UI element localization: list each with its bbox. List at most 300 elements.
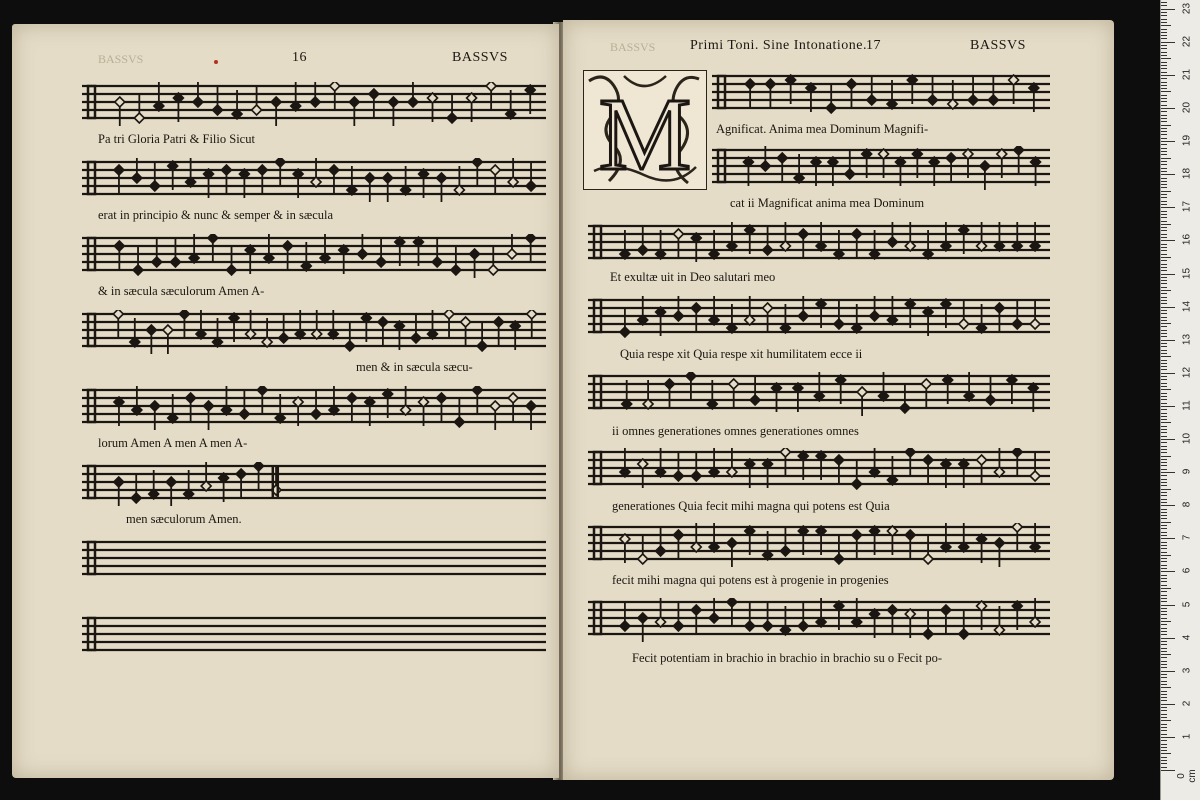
ruler-tick xyxy=(1161,369,1167,370)
music-staff xyxy=(712,72,1050,120)
ruler-tick xyxy=(1161,376,1167,377)
ruler-number: 3 xyxy=(1181,667,1193,673)
ruler-tick xyxy=(1161,413,1167,414)
ruler-tick xyxy=(1161,19,1167,20)
ruler-tick xyxy=(1161,648,1167,649)
music-staff xyxy=(588,222,1050,270)
ruler-tick xyxy=(1161,697,1167,698)
music-staff xyxy=(82,310,546,358)
note-head xyxy=(257,386,267,395)
note-head xyxy=(673,471,683,481)
note-head xyxy=(923,629,933,639)
ruler-tick xyxy=(1161,207,1175,208)
ruler-unit-label: 0 cm xyxy=(1176,769,1198,783)
ruler-tick xyxy=(1161,634,1167,635)
note-head xyxy=(444,310,454,319)
note-head xyxy=(454,417,464,427)
ruler-tick xyxy=(1161,720,1171,721)
note-head xyxy=(239,409,249,419)
ruler-tick xyxy=(1161,509,1167,510)
ink-spot xyxy=(214,60,218,64)
ruler-tick xyxy=(1161,548,1167,549)
ruler-tick xyxy=(1161,456,1171,457)
ruler-tick xyxy=(1161,383,1167,384)
ruler-tick xyxy=(1161,651,1167,652)
ruler-number: 23 xyxy=(1181,2,1193,14)
ruler-tick xyxy=(1161,350,1167,351)
ruler-tick xyxy=(1161,432,1167,433)
ruler-tick xyxy=(1161,671,1175,672)
note-head xyxy=(411,333,421,343)
ruler-tick xyxy=(1161,707,1167,708)
ruler-tick xyxy=(1161,230,1167,231)
ruler-tick xyxy=(1161,545,1167,546)
ruler-tick xyxy=(1161,585,1167,586)
note-head xyxy=(656,546,666,556)
ruler-tick xyxy=(1161,32,1167,33)
lyric-line: erat in principio & nunc & semper & in sæcula xyxy=(98,208,334,222)
note-head xyxy=(923,455,933,465)
note-head xyxy=(729,379,739,389)
note-head xyxy=(257,165,267,175)
ruler-tick xyxy=(1161,343,1167,344)
ruler-tick xyxy=(1161,614,1167,615)
note-head xyxy=(900,403,910,413)
note-head xyxy=(163,325,173,335)
note-head xyxy=(834,455,844,465)
ruler-tick xyxy=(1161,111,1167,112)
ruler-tick xyxy=(1161,446,1167,447)
ruler-tick xyxy=(1161,747,1167,748)
ruler-number: 14 xyxy=(1181,300,1193,312)
ruler-tick xyxy=(1161,532,1167,533)
ruler-tick xyxy=(1161,363,1167,364)
ruler-tick xyxy=(1161,667,1167,668)
ruler-tick xyxy=(1161,542,1167,543)
ruler-tick xyxy=(1161,737,1175,738)
ruler-tick xyxy=(1161,108,1175,109)
ruler-tick xyxy=(1161,260,1167,261)
note-head xyxy=(330,82,340,91)
ruler-tick xyxy=(1161,154,1167,155)
note-head xyxy=(526,401,536,411)
ruler-tick xyxy=(1161,535,1167,536)
ruler-tick xyxy=(1161,330,1167,331)
ruler-tick xyxy=(1161,58,1171,59)
note-head xyxy=(638,613,648,623)
note-head xyxy=(638,554,648,564)
ruler-tick xyxy=(1161,502,1167,503)
ruler-tick xyxy=(1161,264,1167,265)
note-head xyxy=(691,471,701,481)
note-head xyxy=(923,554,933,564)
ruler-tick xyxy=(1161,217,1167,218)
ruler-number: 11 xyxy=(1181,400,1193,411)
ruler-tick xyxy=(1161,98,1167,99)
note-head xyxy=(114,165,124,175)
ruler-tick xyxy=(1161,158,1171,159)
right-voice-label: BASSVS xyxy=(970,38,1026,53)
ruler-tick xyxy=(1161,15,1167,16)
ruler-tick xyxy=(1161,465,1167,466)
ruler-tick xyxy=(1161,5,1167,6)
ruler-tick xyxy=(1161,657,1167,658)
ruler-tick xyxy=(1161,505,1175,506)
lyric-line: & in sæcula sæculorum Amen A- xyxy=(98,284,265,298)
note-head xyxy=(1012,523,1022,532)
left-page-number: 16 xyxy=(292,50,307,65)
note-head xyxy=(852,229,862,239)
ruler-tick xyxy=(1161,744,1167,745)
ruler-tick xyxy=(1161,598,1167,599)
note-head xyxy=(941,605,951,615)
ruler-tick xyxy=(1161,125,1171,126)
ruler-tick xyxy=(1161,429,1167,430)
ruler-tick xyxy=(1161,661,1167,662)
ruler-tick xyxy=(1161,561,1167,562)
music-staff xyxy=(588,598,1050,646)
note-head xyxy=(114,241,124,251)
ruler-tick xyxy=(1161,691,1167,692)
ruler-tick xyxy=(1161,512,1167,513)
ruler-tick xyxy=(1161,677,1167,678)
ruler-number: 5 xyxy=(1181,601,1193,607)
ruler-tick xyxy=(1161,221,1167,222)
ruler-tick xyxy=(1161,303,1167,304)
ruler-tick xyxy=(1161,323,1171,324)
note-head xyxy=(436,393,446,403)
ruler-tick xyxy=(1161,187,1167,188)
ruler-tick xyxy=(1161,442,1167,443)
ruler-tick xyxy=(1161,300,1167,301)
note-head xyxy=(1014,146,1024,155)
ruler-tick xyxy=(1161,624,1167,625)
ruler-tick xyxy=(1161,373,1175,374)
ruler-tick xyxy=(1161,525,1167,526)
ruler-tick xyxy=(1161,224,1171,225)
ruler-tick xyxy=(1161,757,1167,758)
note-head xyxy=(834,554,844,564)
note-head xyxy=(347,393,357,403)
ruler-tick xyxy=(1161,628,1167,629)
note-head xyxy=(852,479,862,489)
ruler-tick xyxy=(1161,704,1175,705)
ruler-tick xyxy=(1161,211,1167,212)
ruler-number: 19 xyxy=(1181,135,1193,147)
lyric-line: cat ii Magnificat anima mea Dominum xyxy=(730,196,925,210)
ruler-tick xyxy=(1161,62,1167,63)
ruler-tick xyxy=(1161,2,1167,3)
decorated-initial-m xyxy=(583,70,707,190)
ruler-tick xyxy=(1161,88,1167,89)
ruler-tick xyxy=(1161,151,1167,152)
ruler-tick xyxy=(1161,240,1175,241)
note-head xyxy=(388,97,398,107)
note-head xyxy=(451,265,461,275)
ruler-tick xyxy=(1161,138,1167,139)
ruler-tick xyxy=(1161,618,1167,619)
ruler-number: 18 xyxy=(1181,168,1193,180)
note-head xyxy=(620,621,630,631)
ruler-tick xyxy=(1161,254,1167,255)
ruler-number: 15 xyxy=(1181,267,1193,279)
ruler-tick xyxy=(1161,293,1167,294)
ruler-tick xyxy=(1161,644,1167,645)
note-head xyxy=(221,165,231,175)
ruler-tick xyxy=(1161,568,1167,569)
note-head xyxy=(507,249,517,259)
ruler-tick xyxy=(1161,522,1171,523)
ruler-tick xyxy=(1161,250,1167,251)
ruler-tick xyxy=(1161,462,1167,463)
ruler-tick xyxy=(1161,492,1167,493)
ruler-tick xyxy=(1161,608,1167,609)
ruler-tick xyxy=(1161,227,1167,228)
ruler-tick xyxy=(1161,287,1167,288)
ruler-number: 1 xyxy=(1181,733,1193,740)
note-head xyxy=(673,621,683,631)
ruler-tick xyxy=(1161,730,1167,731)
ruler-tick xyxy=(1161,406,1175,407)
note-head xyxy=(310,97,320,107)
ruler-tick xyxy=(1161,85,1167,86)
ruler-tick xyxy=(1161,621,1171,622)
note-head xyxy=(959,319,969,329)
ruler-tick xyxy=(1161,197,1167,198)
lyric-line: ii omnes generationes omnes generationes omnes xyxy=(612,424,859,438)
note-head xyxy=(527,310,537,319)
ruler-tick xyxy=(1161,638,1175,639)
ruler-tick xyxy=(1161,280,1167,281)
ruler-tick xyxy=(1161,101,1167,102)
note-head xyxy=(686,372,696,381)
note-head xyxy=(150,401,160,411)
ruler-tick xyxy=(1161,346,1167,347)
ruler-tick xyxy=(1161,760,1167,761)
ruler-tick xyxy=(1161,356,1171,357)
ruler-tick xyxy=(1161,518,1167,519)
ruler-tick xyxy=(1161,694,1167,695)
ruler-tick xyxy=(1161,770,1175,771)
ruler-tick xyxy=(1161,82,1167,83)
note-head xyxy=(132,173,142,183)
ruler-tick xyxy=(1161,191,1171,192)
ruler-tick xyxy=(1161,134,1167,135)
ruler-tick xyxy=(1161,641,1167,642)
ruler-tick xyxy=(1161,452,1167,453)
note-head xyxy=(236,469,246,479)
ruler-tick xyxy=(1161,336,1167,337)
ruler-tick xyxy=(1161,326,1167,327)
note-head xyxy=(152,257,162,267)
note-head xyxy=(279,333,289,343)
note-head xyxy=(494,317,504,327)
ruler-number: 20 xyxy=(1181,101,1193,114)
ruler-tick xyxy=(1161,247,1167,248)
ruler-tick xyxy=(1161,419,1167,420)
note-head xyxy=(472,386,482,395)
note-head xyxy=(745,79,755,89)
ruler-tick xyxy=(1161,489,1171,490)
ruler-tick xyxy=(1161,65,1167,66)
note-head xyxy=(928,95,938,105)
note-head xyxy=(1012,448,1022,457)
ruler-tick xyxy=(1161,459,1167,460)
ruler-number: 10 xyxy=(1181,432,1193,445)
note-head xyxy=(486,82,496,91)
ruler-tick xyxy=(1161,204,1167,205)
note-head xyxy=(870,311,880,321)
ruler-tick xyxy=(1161,403,1167,404)
note-head xyxy=(986,395,996,405)
ruler-tick xyxy=(1161,538,1175,539)
note-head xyxy=(133,265,143,275)
show-through-text: BASSVS xyxy=(610,40,656,54)
ruler-tick xyxy=(1161,565,1167,566)
ruler-tick xyxy=(1161,181,1167,182)
ruler-tick xyxy=(1161,118,1167,119)
ruler-tick xyxy=(1161,29,1167,30)
ruler-tick xyxy=(1161,91,1171,92)
ruler-tick xyxy=(1161,194,1167,195)
ruler-tick xyxy=(1161,164,1167,165)
note-head xyxy=(378,317,388,327)
note-head xyxy=(193,97,203,107)
ruler-tick xyxy=(1161,528,1167,529)
music-staff xyxy=(82,538,546,586)
ruler-tick xyxy=(1161,174,1175,175)
ruler-tick xyxy=(1161,9,1175,10)
music-staff xyxy=(82,614,546,662)
note-head xyxy=(254,462,264,471)
ruler-tick xyxy=(1161,55,1167,56)
ruler-tick xyxy=(1161,595,1167,596)
note-head xyxy=(357,249,367,259)
ruler-tick xyxy=(1161,469,1167,470)
music-staff xyxy=(82,82,546,130)
note-head xyxy=(213,105,223,115)
note-head xyxy=(1012,319,1022,329)
note-head xyxy=(134,113,144,123)
ruler-tick xyxy=(1161,727,1167,728)
note-head xyxy=(887,237,897,247)
ruler-tick xyxy=(1161,485,1167,486)
note-head xyxy=(508,393,518,403)
note-head xyxy=(959,629,969,639)
note-head xyxy=(146,325,156,335)
note-head xyxy=(826,103,836,113)
lyric-line: lorum Amen A men A men A- xyxy=(98,436,248,450)
note-head xyxy=(777,153,787,163)
note-head xyxy=(227,265,237,275)
ruler-tick xyxy=(1161,257,1171,258)
ruler-tick xyxy=(1161,472,1175,473)
note-head xyxy=(150,181,160,191)
ruler-number: 16 xyxy=(1181,234,1193,246)
note-head xyxy=(365,173,375,183)
note-head xyxy=(470,249,480,259)
note-head xyxy=(179,310,189,319)
note-head xyxy=(691,303,701,313)
note-head xyxy=(798,311,808,321)
ruler-number: 21 xyxy=(1181,68,1193,80)
note-head xyxy=(490,165,500,175)
note-head xyxy=(477,341,487,351)
note-head xyxy=(994,303,1004,313)
ruler-tick xyxy=(1161,75,1175,76)
note-head xyxy=(745,621,755,631)
ruler-tick xyxy=(1161,72,1167,73)
music-staff xyxy=(588,372,1050,420)
ruler-tick xyxy=(1161,714,1167,715)
note-head xyxy=(114,477,124,487)
ruler-number: 2 xyxy=(1181,700,1193,707)
ruler-tick xyxy=(1161,724,1167,725)
ruler-tick xyxy=(1161,22,1167,23)
ruler-tick xyxy=(1161,52,1167,53)
music-staff xyxy=(82,386,546,434)
note-head xyxy=(867,95,877,105)
ruler-tick xyxy=(1161,366,1167,367)
note-head xyxy=(383,173,393,183)
ruler-tick xyxy=(1161,297,1167,298)
ruler-tick xyxy=(1161,141,1175,142)
lyric-line: Fecit potentiam in brachio in brachio in brachio su o Fecit po- xyxy=(632,651,942,665)
note-head xyxy=(252,105,262,115)
note-head xyxy=(204,401,214,411)
ruler-tick xyxy=(1161,555,1171,556)
ruler-tick xyxy=(1161,38,1167,39)
music-staff xyxy=(82,158,546,206)
ruler-tick xyxy=(1161,48,1167,49)
ruler-tick xyxy=(1161,664,1167,665)
ruler-tick xyxy=(1161,274,1175,275)
ruler-tick xyxy=(1161,168,1167,169)
ruler-tick xyxy=(1161,605,1175,606)
ruler-tick xyxy=(1161,290,1171,291)
lyric-line: Pa tri Gloria Patri & Filio Sicut xyxy=(98,132,255,146)
ruler-tick xyxy=(1161,237,1167,238)
ruler-tick xyxy=(1161,320,1167,321)
left-voice-label: BASSVS xyxy=(452,50,508,65)
ruler-tick xyxy=(1161,674,1167,675)
note-head xyxy=(798,621,808,631)
ruler-tick xyxy=(1161,416,1167,417)
note-head xyxy=(845,169,855,179)
ruler-tick xyxy=(1161,128,1167,129)
show-through-text: BASSVS xyxy=(98,52,144,66)
note-head xyxy=(283,241,293,251)
ruler-tick xyxy=(1161,684,1167,685)
note-head xyxy=(977,455,987,465)
ruler-tick xyxy=(1161,105,1167,106)
ruler-tick xyxy=(1161,214,1167,215)
ruler-tick xyxy=(1161,310,1167,311)
ruler-tick xyxy=(1161,767,1167,768)
lyric-line: Agnificat. Anima mea Dominum Magnifi- xyxy=(716,122,929,136)
ruler-tick xyxy=(1161,184,1167,185)
note-head xyxy=(170,257,180,267)
ruler-tick xyxy=(1161,277,1167,278)
ruler-tick xyxy=(1161,78,1167,79)
ruler-tick xyxy=(1161,313,1167,314)
ruler-tick xyxy=(1161,201,1167,202)
note-head xyxy=(673,229,683,239)
note-head xyxy=(980,161,990,171)
ruler-tick xyxy=(1161,386,1167,387)
ruler-number: 9 xyxy=(1181,468,1193,475)
note-head xyxy=(432,257,442,267)
